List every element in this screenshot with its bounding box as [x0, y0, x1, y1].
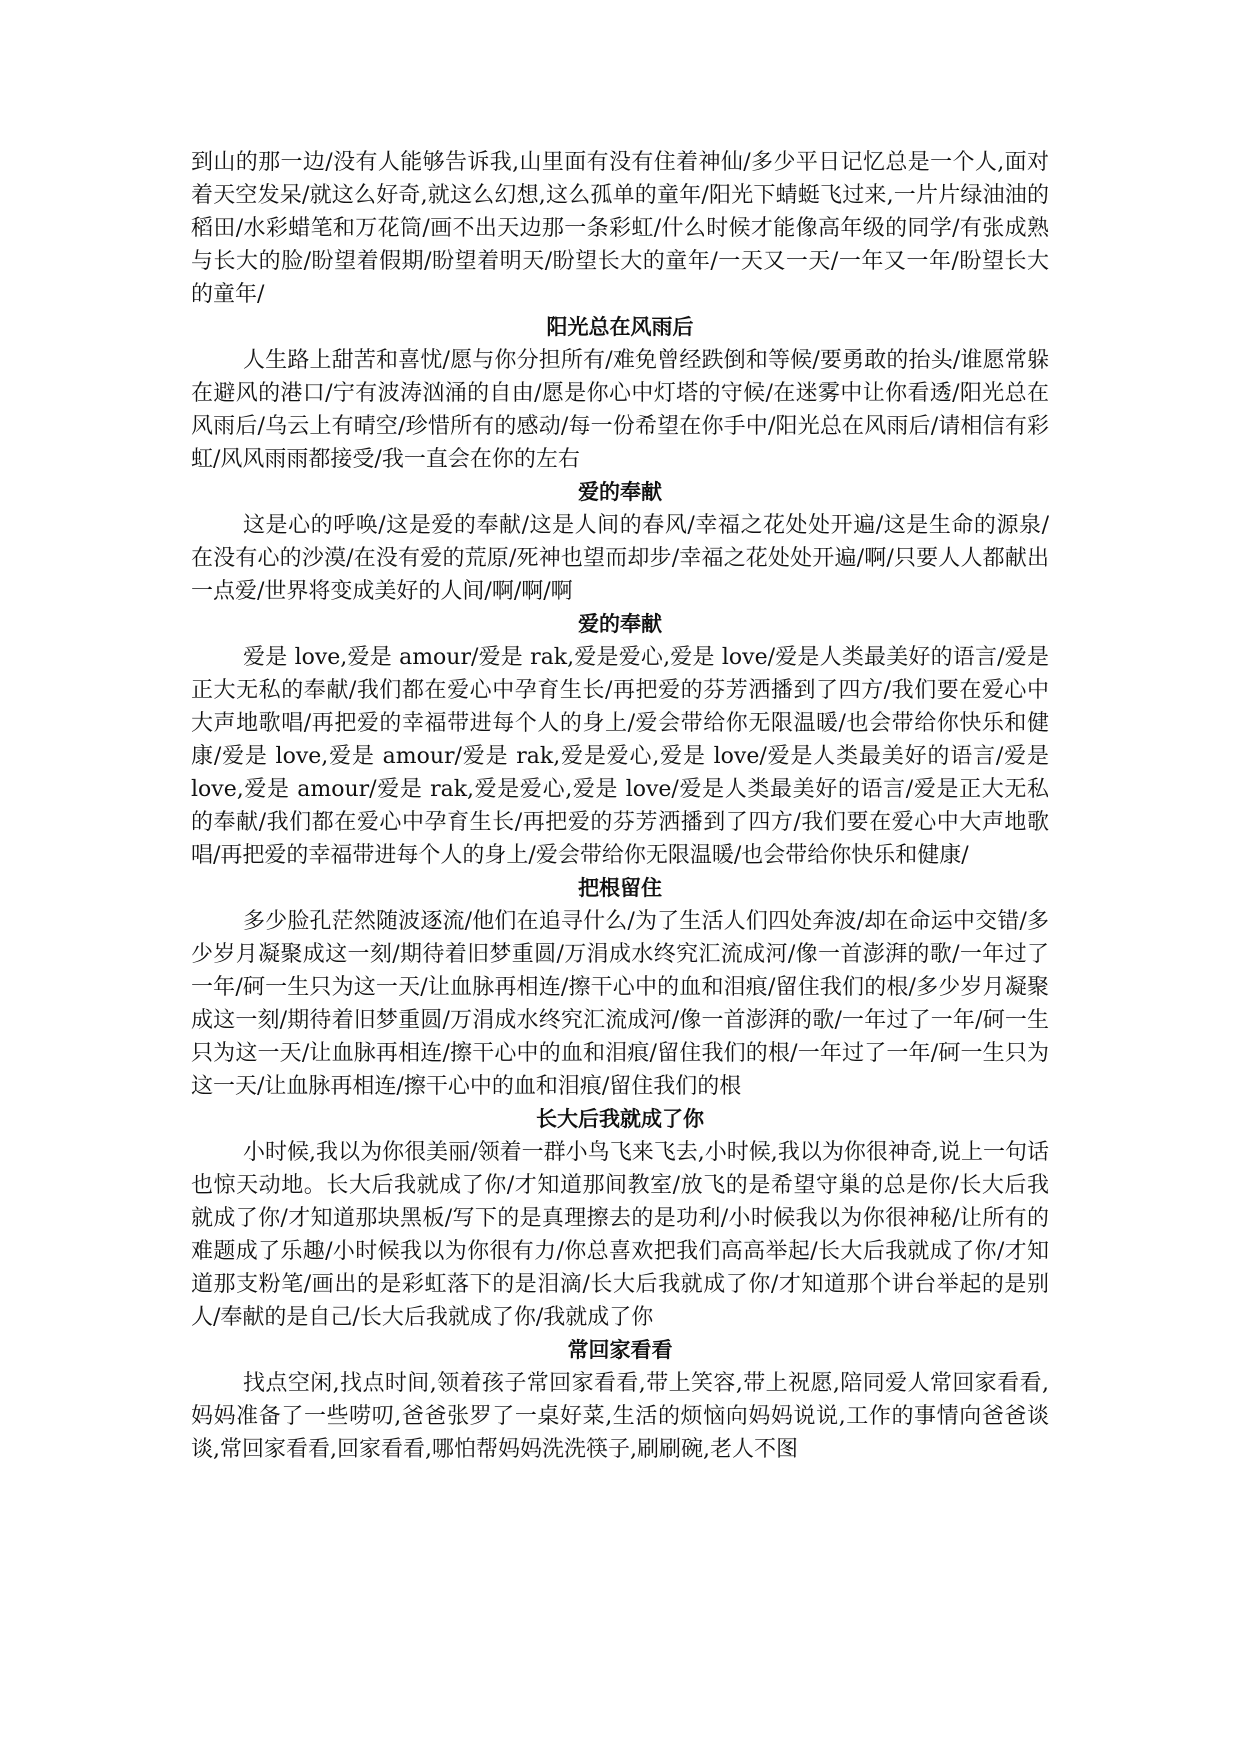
song-lyrics: 人生路上甜苦和喜忧/愿与你分担所有/难免曾经跌倒和等候/要勇敢的抬头/谁愿常躲在避风的港口/宁有波涛汹涌的自由/愿是你心中灯塔的守候/在迷雾中让你看透/阳光总在风雨后/乌云上有晴空/珍惜所有的感动/每一份希望在你手中/阳光总在风雨后/请相信有彩虹/风风雨雨都接受/我一直会在你的左右	[191, 348, 1049, 472]
song-section-4	[191, 872, 1049, 1103]
song-lyrics: 多少脸孔茫然随波逐流/他们在追寻什么/为了生活人们四处奔波/却在命运中交错/多少岁月凝聚成这一刻/期待着旧梦重圆/万涓成水终究汇流成河/像一首澎湃的歌/一年过了一年/砢一生只为这一天/让血脉再相连/擦干心中的血和泪痕/留住我们的根/多少岁月凝聚成这一刻/期待着旧梦重圆/万涓成水终究汇流成河/像一首澎湃的歌/一年过了一年/砢一生只为这一天/让血脉再相连/擦干心中的血和泪痕/留住我们的根/一年过了一年/砢一生只为这一天/让血脉再相连/擦干心中的血和泪痕/留住我们的根	[191, 909, 1049, 1099]
song-lyrics: 小时候,我以为你很美丽/领着一群小鸟飞来飞去,小时候,我以为你很神奇,说上一句话也惊天动地。长大后我就成了你/才知道那间教室/放飞的是希望守巢的总是你/长大后我就成了你/才知道那块黑板/写下的是真理擦去的是功利/小时候我以为你很神秘/让所有的难题成了乐趣/小时候我以为你很有力/你总喜欢把我们高高举起/长大后我就成了你/才知道那支粉笔/画出的是彩虹落下的是泪滴/长大后我就成了你/才知道那个讲台举起的是别人/奉献的是自己/长大后我就成了你/我就成了你	[191, 1140, 1049, 1330]
song-section-2	[191, 476, 1049, 608]
document-page	[191, 146, 1049, 1466]
song-section-5	[191, 1103, 1049, 1334]
song-title: 长大后我就成了你	[536, 1107, 704, 1131]
song-lyrics: 爱是 love,爱是 amour/爱是 rak,爱是爱心,爱是 love/爱是人类最美好的语言/爱是正大无私的奉献/我们都在爱心中孕育生长/再把爱的芬芳洒播到了四方/我们要在爱心中大声地歌唱/再把爱的幸福带进每个人的身上/爱会带给你无限温暖/也会带给你快乐和健康/爱是 love,爱是 amour/爱是 rak,爱是爱心,爱是 love/爱是人类最美好的语言/爱是 love,爱是 amour/爱是 rak,爱是爱心,爱是 love/爱是人类最美好的语言/爱是正大无私的奉献/我们都在爱心中孕育生长/再把爱的芬芳洒播到了四方/我们要在爱心中大声地歌唱/再把爱的幸福带进每个人的身上/爱会带给你无限温暖/也会带给你快乐和健康/	[191, 645, 1049, 868]
song-title: 把根留住	[578, 876, 662, 900]
song-title: 阳光总在风雨后	[546, 315, 694, 339]
song-section-1	[191, 311, 1049, 476]
song-lyrics: 找点空闲,找点时间,领着孩子常回家看看,带上笑容,带上祝愿,陪同爱人常回家看看,妈妈准备了一些唠叨,爸爸张罗了一桌好菜,生活的烦恼向妈妈说说,工作的事情向爸爸谈谈,常回家看看,回家看看,哪怕帮妈妈洗洗筷子,刷刷碗,老人不图	[191, 1371, 1049, 1462]
song-title: 爱的奉献	[578, 480, 662, 504]
song-section-3	[191, 608, 1049, 872]
song-title: 爱的奉献	[578, 612, 662, 636]
song-section-6	[191, 1334, 1049, 1466]
intro-lyrics: 到山的那一边/没有人能够告诉我,山里面有没有住着神仙/多少平日记忆总是一个人,面对着天空发呆/就这么好奇,就这么幻想,这么孤单的童年/阳光下蜻蜓飞过来,一片片绿油油的稻田/水彩蜡笔和万花筒/画不出天边那一条彩虹/什么时候才能像高年级的同学/有张成熟与长大的脸/盼望着假期/盼望着明天/盼望长大的童年/一天又一天/一年又一年/盼望长大的童年/	[191, 150, 1049, 307]
song-title: 常回家看看	[567, 1338, 673, 1362]
song-lyrics: 这是心的呼唤/这是爱的奉献/这是人间的春风/幸福之花处处开遍/这是生命的源泉/在没有心的沙漠/在没有爱的荒原/死神也望而却步/幸福之花处处开遍/啊/只要人人都献出一点爱/世界将变成美好的人间/啊/啊/啊	[191, 513, 1049, 604]
